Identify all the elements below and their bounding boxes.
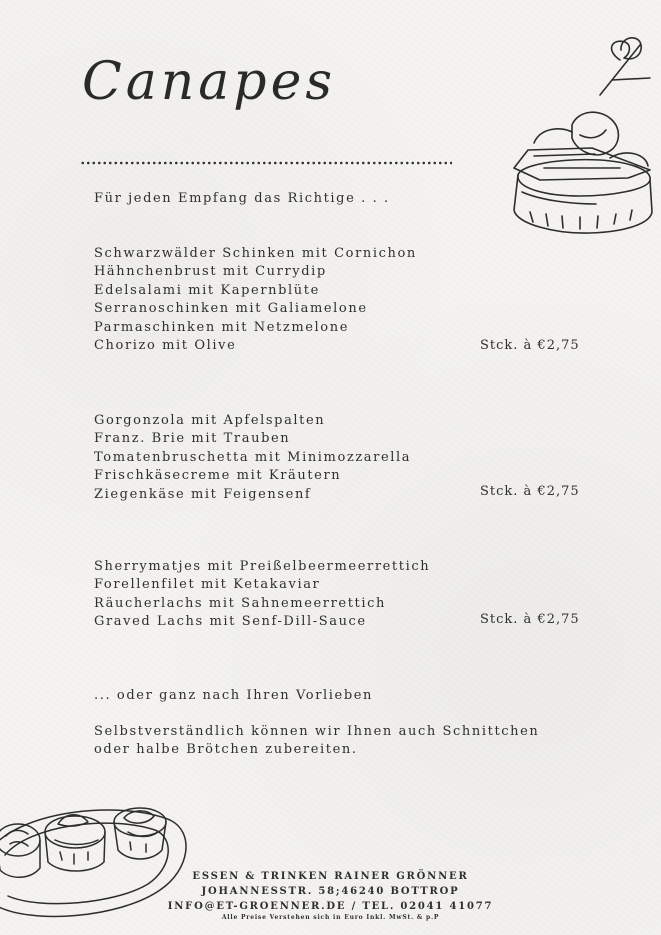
list-item: Hähnchenbrust mit Currydip xyxy=(94,264,327,280)
list-item: Forellenfilet mit Ketakaviar xyxy=(94,577,321,593)
list-item: Gorgonzola mit Apfelspalten xyxy=(94,413,326,428)
price-label: Stck. à €2,75 xyxy=(480,484,580,499)
list-item: Schwarzwälder Schinken mit Cornichon xyxy=(94,246,417,261)
list-item: Sherrymatjes mit Preißelbeermeerrettich xyxy=(94,559,431,574)
intro-text: Für jeden Empfang das Richtige . . . xyxy=(94,191,390,206)
list-item: Graved Lachs mit Senf-Dill-Sauce xyxy=(94,614,367,630)
footer-contact: INFO@ET-GROENNER.DE / TEL. 02041 41077 xyxy=(167,901,494,912)
price-label: Stck. à €2,75 xyxy=(480,612,580,627)
note-line-1: Selbstverständlich können wir Ihnen auch Schnittchen xyxy=(94,724,540,739)
canape-skewer-illustration xyxy=(500,20,660,250)
list-item: Franz. Brie mit Trauben xyxy=(94,431,291,447)
menu-section-cheese xyxy=(94,412,411,504)
list-item: Edelsalami mit Kapernblüte xyxy=(94,282,320,298)
dotted-divider xyxy=(80,161,452,165)
list-item: Frischkäsecreme mit Kräutern xyxy=(94,468,342,484)
menu-section-fish xyxy=(94,558,430,632)
footer-disclaimer: Alle Preise Verstehen sich in Euro Inkl. MwSt. & p.P xyxy=(221,914,440,921)
price-label: Stck. à €2,75 xyxy=(480,338,580,353)
list-item: Räucherlachs mit Sahnemeerrettich xyxy=(94,595,386,611)
list-item: Parmaschinken mit Netzmelone xyxy=(94,319,349,335)
list-item: Chorizo mit Olive xyxy=(94,338,237,354)
page-title: Canapes xyxy=(82,52,337,112)
closing-text: ... oder ganz nach Ihren Vorlieben xyxy=(94,688,374,703)
menu-section-meats xyxy=(94,245,417,355)
list-item: Tomatenbruschetta mit Minimozzarella xyxy=(94,449,412,465)
footer-company: ESSEN & TRINKEN RAINER GRÖNNER xyxy=(192,871,469,882)
note-line-2: oder halbe Brötchen zubereiten. xyxy=(94,742,358,757)
list-item: Ziegenkäse mit Feigensenf xyxy=(94,486,312,502)
footer-address: JOHANNESSTR. 58;46240 BOTTROP xyxy=(201,886,460,897)
list-item: Serranoschinken mit Galiamelone xyxy=(94,301,368,317)
